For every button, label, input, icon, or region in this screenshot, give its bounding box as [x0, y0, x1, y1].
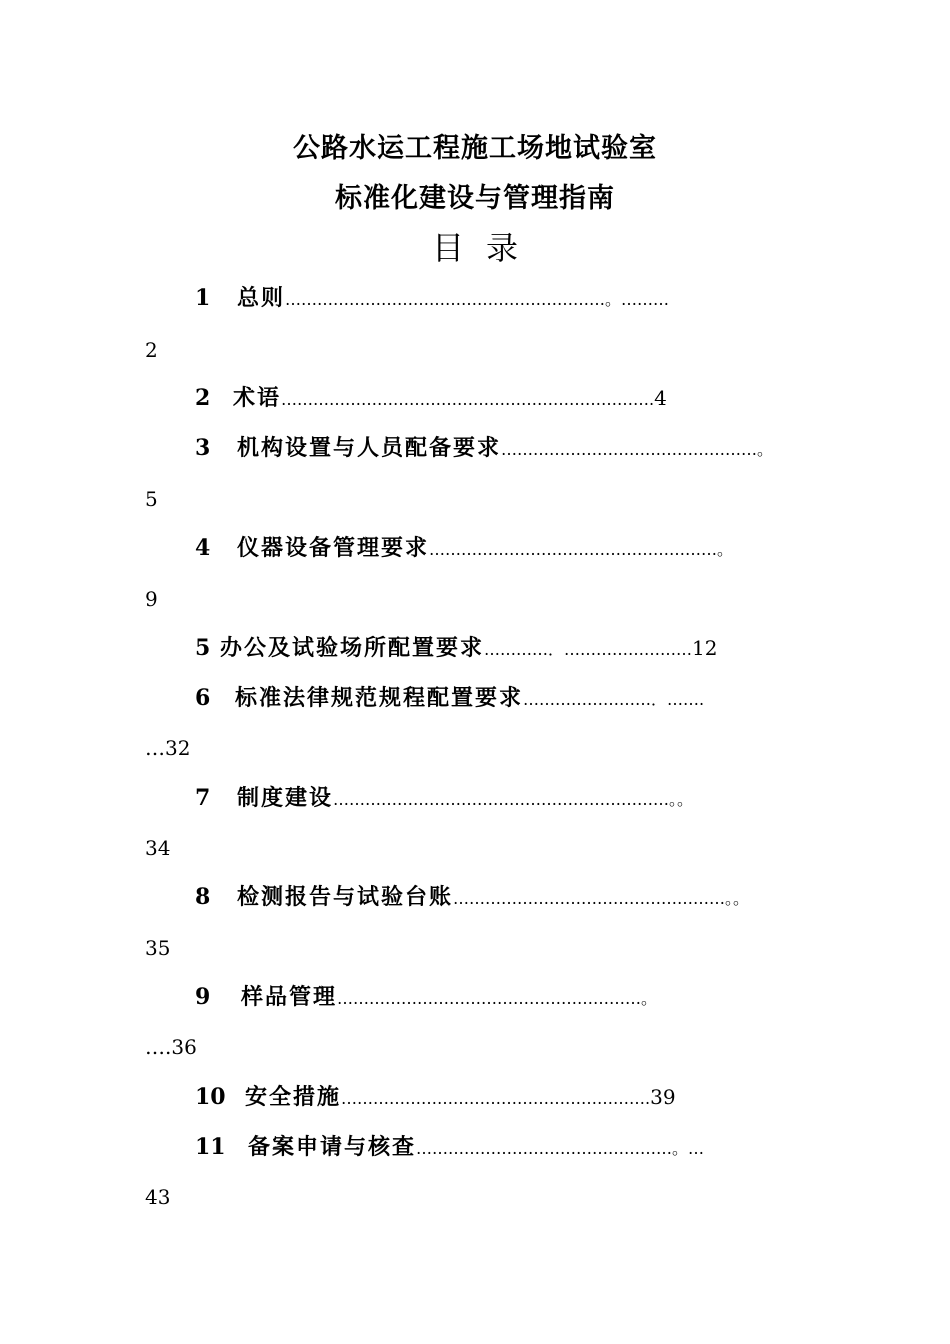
toc-entry-number: 3: [195, 435, 211, 461]
toc-entry-2[interactable]: [195, 383, 667, 415]
toc-entry-4-page: 9: [145, 587, 158, 611]
toc-entry-page: 4: [654, 386, 667, 410]
toc-entry-number: 7: [195, 785, 211, 811]
toc-entry-number: 1: [195, 285, 211, 311]
toc-entry-label: 机构设置与人员配备要求: [237, 436, 502, 461]
toc-entry-leader: ……………………．…….: [523, 690, 705, 709]
toc-entry-number: 6: [195, 685, 211, 711]
toc-entry-leader: …………………………………………。…: [416, 1139, 705, 1158]
toc-entry-number: 2: [195, 385, 211, 411]
toc-entry-7[interactable]: [195, 783, 693, 815]
toc-entry-number: 11: [195, 1134, 226, 1160]
toc-entry-6[interactable]: [195, 683, 704, 715]
toc-entry-label: 仪器设备管理要求: [237, 536, 430, 561]
toc-entry-label: 备案申请与核查: [248, 1135, 417, 1160]
toc-entry-leader: ………………………………………………。: [429, 540, 734, 559]
toc-entry-3[interactable]: [195, 433, 773, 465]
toc-entry-10[interactable]: [195, 1082, 676, 1114]
toc-entry-label: 检测报告与试验台账: [237, 885, 454, 910]
toc-entry-5[interactable]: [195, 633, 717, 665]
toc-entry-leader: ………………………………………………………。。: [333, 790, 694, 809]
toc-entry-label: 安全措施: [245, 1085, 342, 1110]
toc-entry-11-page: 43: [145, 1185, 171, 1209]
toc-heading: 目录: [431, 229, 540, 267]
toc-entry-leader: ……………………………………………………。………: [285, 290, 670, 309]
toc-entry-number: 9: [195, 984, 211, 1010]
toc-entry-6-page: …32: [145, 736, 191, 760]
toc-entry-label: 制度建设: [237, 786, 334, 811]
toc-entry-9[interactable]: [195, 982, 657, 1014]
toc-entry-3-page: 5: [145, 487, 158, 511]
toc-entry-number: 5: [195, 635, 211, 661]
toc-entry-page: 12: [692, 636, 718, 660]
toc-entry-number: 10: [195, 1084, 226, 1110]
toc-entry-number: 4: [195, 535, 211, 561]
toc-entry-8-page: 35: [145, 936, 171, 960]
toc-entry-1[interactable]: [195, 283, 669, 315]
toc-entry-leader: …………………………………………。: [501, 440, 774, 459]
document-title-line-1: 公路水运工程施工场地试验室: [293, 133, 657, 164]
toc-entry-11[interactable]: [195, 1132, 704, 1164]
toc-entry-label: 总则: [237, 286, 286, 311]
toc-entry-4[interactable]: [195, 533, 733, 565]
toc-entry-9-page: ….36: [145, 1035, 197, 1059]
toc-entry-8[interactable]: [195, 882, 749, 914]
toc-entry-label: 术语: [233, 386, 282, 411]
toc-entry-leader: …………………………………………………。: [337, 989, 658, 1008]
document-title-line-2: 标准化建设与管理指南: [335, 183, 615, 214]
toc-entry-1-page: 2: [145, 338, 158, 362]
toc-entry-leader: …………．……………………: [484, 640, 693, 659]
toc-entry-label: 办公及试验场所配置要求: [220, 636, 485, 661]
toc-entry-leader: …………………………………………………………….: [281, 390, 655, 409]
toc-entry-label: 样品管理: [241, 985, 338, 1010]
toc-entry-leader: ……………………………………………。。: [453, 889, 750, 908]
toc-entry-number: 8: [195, 884, 211, 910]
toc-entry-page: 39: [650, 1085, 676, 1109]
toc-entry-7-page: 34: [145, 836, 171, 860]
toc-entry-label: 标准法律规范规程配置要求: [235, 686, 524, 711]
toc-entry-leader: ………………………………………………….: [341, 1089, 651, 1108]
